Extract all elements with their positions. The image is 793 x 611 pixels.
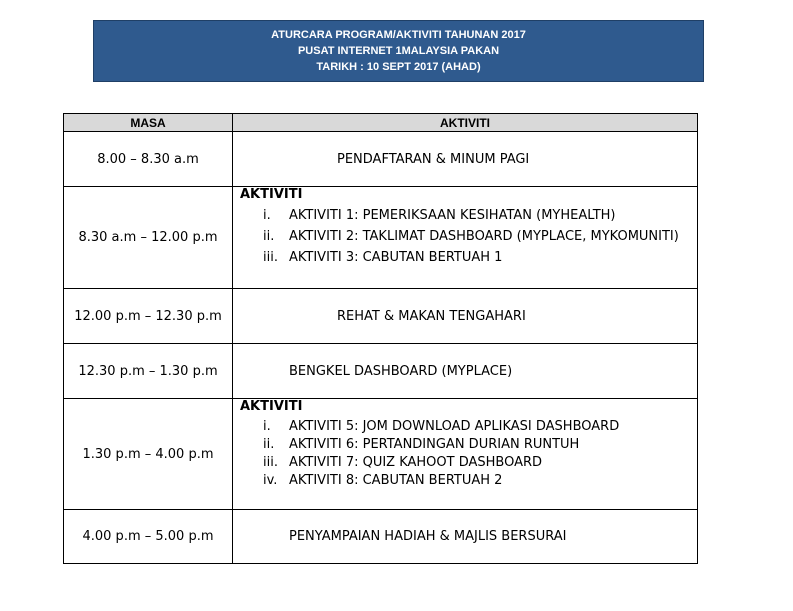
title-banner [93,20,704,82]
activity-text: PENYAMPAIAN HADIAH & MAJLIS BERSURAI [289,529,567,544]
list-item [233,205,697,226]
list-item [233,247,697,268]
table-row [64,289,698,344]
time-cell: 4.00 p.m – 5.00 p.m [64,510,233,564]
list-item [233,471,697,489]
table-row [64,399,698,510]
table-row [64,344,698,399]
column-header-masa: MASA [64,114,233,132]
activity-text: REHAT & MAKAN TENGAHARI [337,308,526,324]
table-row [64,187,698,289]
table-header-row [64,114,698,132]
list-item-text: AKTIVITI 5: JOM DOWNLOAD APLIKASI DASHBOARD [289,418,620,434]
list-item [233,226,697,247]
time-cell: 8.30 a.m – 12.00 p.m [64,187,233,289]
activity-cell [233,344,698,399]
schedule-table [63,113,698,564]
activity-cell [233,399,698,510]
title-line-date: TARIKH : 10 SEPT 2017 (AHAD) [316,61,481,73]
list-item-number: iv. [263,472,278,488]
title-line-venue: PUSAT INTERNET 1MALAYSIA PAKAN [297,45,500,57]
list-item-number: ii. [263,436,275,452]
column-header-aktiviti: AKTIVITI [233,114,698,132]
list-item-number: ii. [263,229,275,244]
time-cell: 12.30 p.m – 1.30 p.m [64,344,233,399]
list-item [233,417,697,435]
table-row [64,132,698,187]
time-cell: 1.30 p.m – 4.00 p.m [64,399,233,510]
list-item-text: AKTIVITI 6: PERTANDINGAN DURIAN RUNTUH [289,436,580,452]
list-item-number: iii. [263,454,278,470]
list-item-number: iii. [263,250,278,265]
list-item-text: AKTIVITI 3: CABUTAN BERTUAH 1 [289,250,503,265]
list-item-text: AKTIVITI 2: TAKLIMAT DASHBOARD (MYPLACE, MYKOMUNITI) [289,229,679,244]
title-line-program: ATURCARA PROGRAM/AKTIVITI TAHUNAN 2017 [271,29,526,41]
activity-cell [233,510,698,564]
list-item-text: AKTIVITI 1: PEMERIKSAAN KESIHATAN (MYHEALTH) [289,208,616,223]
activity-list [233,205,697,268]
list-item [233,453,697,471]
time-cell: 8.00 – 8.30 a.m [64,132,233,187]
activity-cell [233,187,698,289]
activity-cell [233,132,698,187]
activity-list [233,417,697,489]
activity-text: PENDAFTARAN & MINUM PAGI [337,151,530,167]
activity-list-title: AKTIVITI [240,187,303,202]
list-item-number: i. [263,208,271,223]
activity-list-title: AKTIVITI [240,399,303,414]
list-item-text: AKTIVITI 7: QUIZ KAHOOT DASHBOARD [289,454,543,470]
list-item-text: AKTIVITI 8: CABUTAN BERTUAH 2 [289,472,503,488]
table-row [64,510,698,564]
activity-cell [233,289,698,344]
list-item-number: i. [263,418,271,434]
activity-text: BENGKEL DASHBOARD (MYPLACE) [289,363,513,379]
list-item [233,435,697,453]
time-cell: 12.00 p.m – 12.30 p.m [64,289,233,344]
